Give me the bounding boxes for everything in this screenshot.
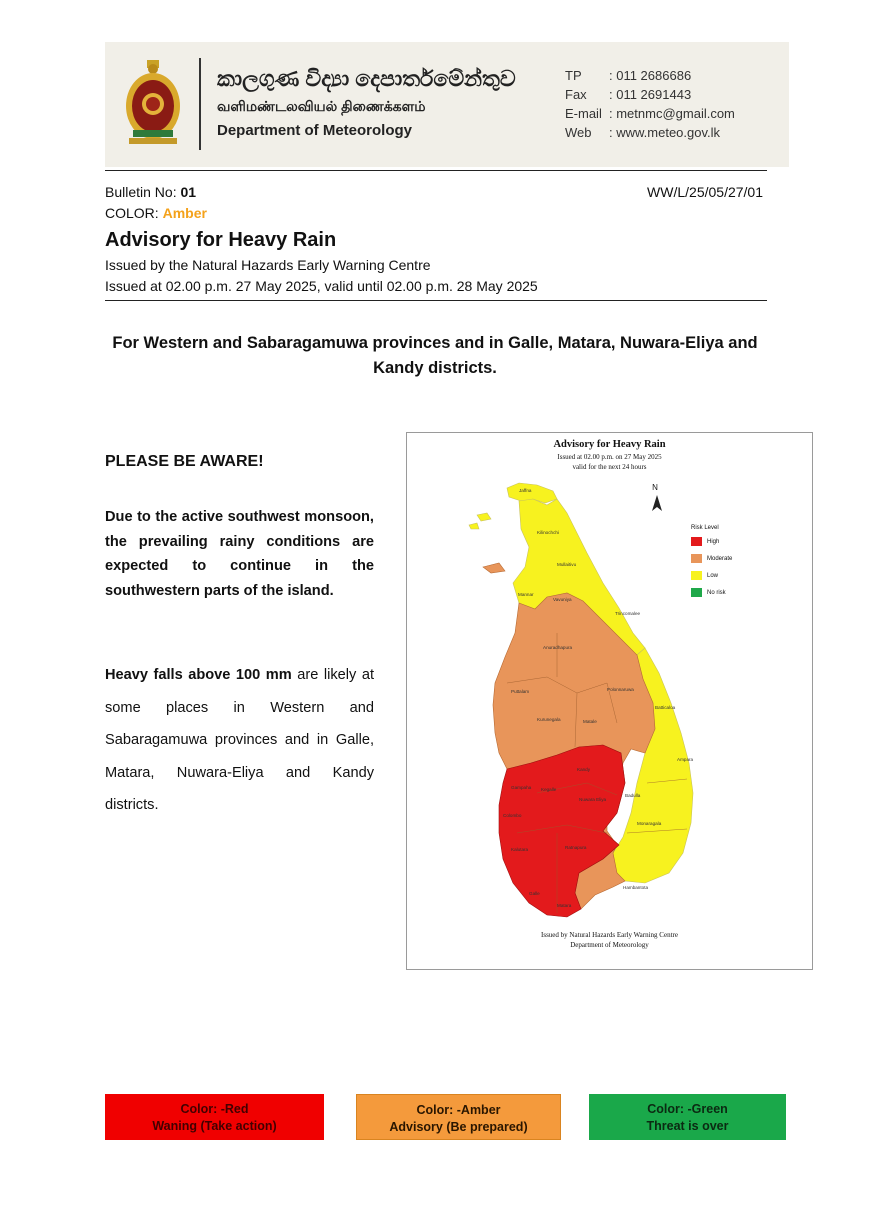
legend-swatch-moderate: [691, 554, 702, 563]
issued-by: Issued by the Natural Hazards Early Warning Centre: [105, 257, 431, 273]
map-region-islands: [469, 513, 491, 529]
district-label-colombo: Colombo: [503, 813, 522, 818]
rainfall-amount: Heavy falls above 100 mm: [105, 667, 292, 683]
color-key-green-title: Color: -Green: [647, 1102, 728, 1116]
map-subtitle-validity: valid for the next 24 hours: [572, 463, 647, 471]
district-label-nuwara-eliya: Nuwara Eliya: [579, 797, 607, 802]
sri-lanka-map: [407, 433, 812, 969]
legend-item-no-risk: No risk: [691, 588, 732, 605]
legend-title: Risk Level: [691, 525, 719, 531]
advisory-paragraph-2: Heavy falls above 100 mm are likely at some places in Western and Sabaragamuwa provinces and in Galle, Matara, Nuwara-Eliya and Kandy districts.: [105, 667, 374, 813]
contact-fax: Fax : 011 2691443: [565, 87, 692, 102]
district-label-monaragala: Monaragala: [637, 821, 662, 826]
map-footer-department: Department of Meteorology: [570, 941, 649, 949]
district-label-ratnapura: Ratnapura: [565, 845, 587, 850]
district-label-kandy: Kandy: [577, 767, 591, 772]
district-label-anuradhapura: Anuradhapura: [543, 645, 573, 650]
district-label-kalutara: Kalutara: [511, 847, 529, 852]
district-label-polonnaruwa: Polonnaruwa: [607, 687, 634, 692]
contact-web[interactable]: Web : www.meteo.gov.lk: [565, 125, 721, 140]
color-key-green: [589, 1094, 786, 1140]
district-label-kegalle: Kegalle: [541, 787, 557, 792]
color-key-amber-title: Color: -Amber: [416, 1103, 501, 1117]
risk-map: [406, 432, 813, 970]
color-key-red: [105, 1094, 324, 1140]
bulletin-number: Bulletin No: 01: [105, 184, 197, 200]
issued-at: Issued at 02.00 p.m. 27 May 2025, valid until 02.00 p.m. 28 May 2025: [105, 278, 538, 294]
aware-heading: PLEASE BE AWARE!: [105, 453, 264, 470]
state-emblem-icon: [123, 60, 183, 146]
legend-swatch-high: [691, 537, 702, 546]
map-subtitle-issued: Issued at 02.00 p.m. on 27 May 2025: [557, 453, 662, 461]
district-label-puttalam: Puttalam: [511, 689, 530, 694]
divider-bottom: [105, 300, 767, 301]
header-divider: [199, 58, 201, 150]
district-label-vavuniya: Vavuniya: [553, 597, 572, 602]
legend-item-moderate: Moderate: [691, 554, 732, 571]
department-name-tamil: வளிமண்டலவியல் திணைக்களம்: [217, 98, 426, 114]
contact-details: [565, 66, 735, 142]
north-arrow-icon: [652, 495, 662, 511]
district-label-gampaha: Gampaha: [511, 785, 532, 790]
district-label-kilinochchi: Kilinochchi: [537, 530, 559, 535]
department-name-sinhala: කාලගුණ විද්‍යා දෙපාර්තමේන්තුව: [217, 66, 516, 91]
district-label-galle: Galle: [529, 891, 540, 896]
north-label: N: [652, 483, 658, 492]
bulletin-color: COLOR: Amber: [105, 205, 207, 221]
map-title: Advisory for Heavy Rain: [553, 439, 666, 450]
district-label-jaffna: Jaffna: [519, 488, 532, 493]
district-label-badulla: Badulla: [625, 793, 641, 798]
district-label-kurunegala: Kurunegala: [537, 717, 561, 722]
district-label-matara: Matara: [557, 903, 572, 908]
legend-swatch-no-risk: [691, 588, 702, 597]
legend-item-low: Low: [691, 571, 732, 588]
legend-swatch-low: [691, 571, 702, 580]
color-key-green-meaning: Threat is over: [646, 1119, 729, 1133]
district-label-hambantota: Hambantota: [623, 885, 649, 890]
advisory-paragraph-1: Due to the active southwest monsoon, the prevailing rainy conditions are expected to continue in the southwestern parts of the island.: [105, 509, 374, 599]
district-label-mullaitivu: Mullaitivu: [557, 562, 577, 567]
page-title: Advisory for Heavy Rain: [105, 229, 337, 251]
color-key-red-meaning: Waning (Take action): [152, 1119, 277, 1133]
contact-email[interactable]: E-mail : metnmc@gmail.com: [565, 106, 735, 121]
color-key-red-title: Color: -Red: [180, 1102, 249, 1116]
map-footer-issuer: Issued by Natural Hazards Early Warning Centre: [541, 931, 678, 939]
district-label-batticaloa: Batticaloa: [655, 705, 676, 710]
region-heading: For Western and Sabaragamuwa provinces and in Galle, Matara, Nuwara-Eliya and Kandy districts.: [112, 334, 758, 377]
color-key-amber-meaning: Advisory (Be prepared): [389, 1120, 528, 1134]
map-legend: [691, 525, 732, 605]
district-label-ampara: Ampara: [677, 757, 694, 762]
legend-item-high: High: [691, 537, 732, 554]
divider-top: [105, 170, 767, 171]
bulletin-reference: WW/L/25/05/27/01: [647, 184, 763, 200]
map-region-mannar-island: [483, 563, 505, 573]
district-label-mannar: Mannar: [518, 592, 534, 597]
district-label-matale: Matale: [583, 719, 597, 724]
letterhead: [105, 42, 789, 167]
contact-phone: TP : 011 2686686: [565, 68, 692, 83]
color-key-amber: [356, 1094, 561, 1140]
department-name-english: Department of Meteorology: [217, 122, 413, 139]
district-label-trincomalee: Trincomalee: [615, 611, 641, 616]
